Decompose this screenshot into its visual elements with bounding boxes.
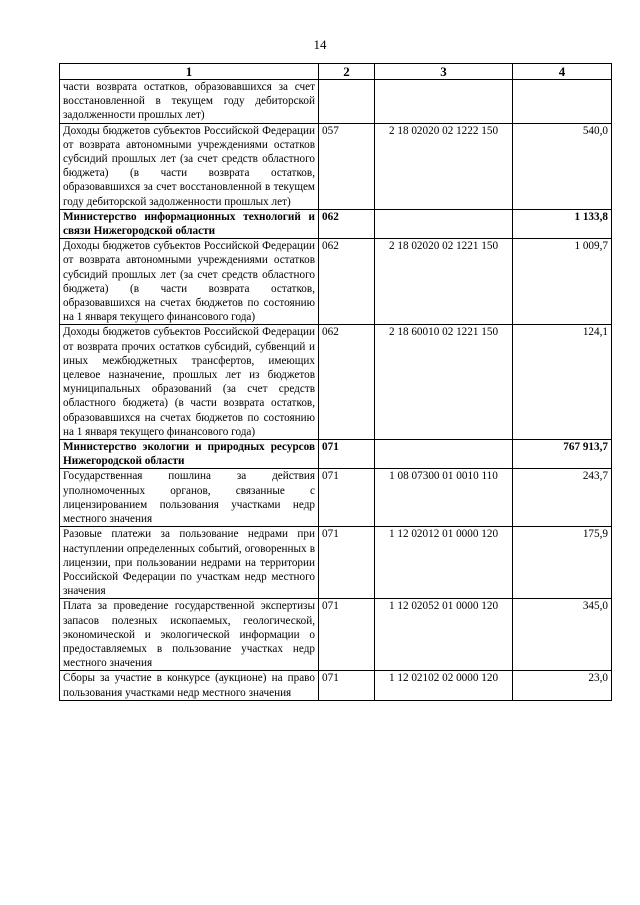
- row-amount: 175,9: [513, 527, 612, 599]
- ministry-total: 1 133,8: [513, 209, 612, 238]
- row-amount: 23,0: [513, 671, 612, 700]
- row-amount: 345,0: [513, 599, 612, 671]
- row-amount: 243,7: [513, 469, 612, 527]
- row-amount: [513, 80, 612, 124]
- row-admin-code: 071: [319, 599, 375, 671]
- row-admin-code: [319, 80, 375, 124]
- ministry-admin-code: 062: [319, 209, 375, 238]
- column-header-1: 1: [60, 64, 319, 80]
- ministry-name: Министерство экологии и природных ресурсов Нижегородской области: [60, 440, 319, 469]
- row-amount: 124,1: [513, 325, 612, 440]
- row-name: Доходы бюджетов субъектов Российской Федерации от возврата автономными учреждениями остатков субсидий прошлых лет (за счет средств областного бюджета) (в части возврата остатков, образовавшихся на счетах бюджетов по состоянию на 1 января текущего финансового года): [60, 239, 319, 325]
- table-row: [60, 325, 612, 440]
- table-row: [60, 80, 612, 124]
- row-name: Разовые платежи за пользование недрами при наступлении определенных событий, оговоренных в лицензии, при пользовании недрами на территории Российской Федерации по участкам недр местного значения: [60, 527, 319, 599]
- ministry-row: [60, 440, 612, 469]
- table-row: [60, 671, 612, 700]
- ministry-admin-code: 071: [319, 440, 375, 469]
- row-name: части возврата остатков, образовавшихся за счет восстановленной в текущем году дебиторской задолженности прошлых лет): [60, 80, 319, 124]
- column-header-3: 3: [375, 64, 513, 80]
- table-row: [60, 469, 612, 527]
- row-kbk-code: 1 08 07300 01 0010 110: [375, 469, 513, 527]
- table-row: [60, 527, 612, 599]
- page-number: 14: [313, 37, 327, 52]
- table-row: [60, 599, 612, 671]
- row-kbk-code: 2 18 02020 02 1222 150: [375, 123, 513, 209]
- row-name: Доходы бюджетов субъектов Российской Федерации от возврата автономными учреждениями остатков субсидий прошлых лет (за счет средств областного бюджета) (в части возврата остатков, образовавшихся за счет восстановленной в текущем году дебиторской задолженности прошлых лет): [60, 123, 319, 209]
- row-admin-code: 062: [319, 325, 375, 440]
- row-admin-code: 062: [319, 239, 375, 325]
- column-header-4: 4: [513, 64, 612, 80]
- row-kbk-code: 1 12 02012 01 0000 120: [375, 527, 513, 599]
- row-name: Государственная пошлина за действия уполномоченных органов, связанные с лицензированием пользования участками недр местного значения: [60, 469, 319, 527]
- ministry-kbk-code: [375, 440, 513, 469]
- table-row: [60, 123, 612, 209]
- row-name: Доходы бюджетов субъектов Российской Федерации от возврата прочих остатков субсидий, субвенций и иных межбюджетных трансфертов, имеющих целевое назначение, прошлых лет из бюджетов муниципальных образований (за счет средств областного бюджета) (в части возврата остатков, образовавшихся на счетах бюджетов по состоянию на 1 января текущего финансового года): [60, 325, 319, 440]
- table-row: [60, 239, 612, 325]
- budget-revenue-table: [59, 63, 612, 701]
- row-admin-code: 071: [319, 527, 375, 599]
- row-name: Сборы за участие в конкурсе (аукционе) на право пользования участками недр местного значения: [60, 671, 319, 700]
- row-kbk-code: 1 12 02102 02 0000 120: [375, 671, 513, 700]
- ministry-kbk-code: [375, 209, 513, 238]
- ministry-row: [60, 209, 612, 238]
- row-kbk-code: 2 18 02020 02 1221 150: [375, 239, 513, 325]
- row-admin-code: 071: [319, 469, 375, 527]
- row-kbk-code: 1 12 02052 01 0000 120: [375, 599, 513, 671]
- row-admin-code: 071: [319, 671, 375, 700]
- row-amount: 540,0: [513, 123, 612, 209]
- table-header-row: [60, 64, 612, 80]
- ministry-name: Министерство информационных технологий и связи Нижегородской области: [60, 209, 319, 238]
- ministry-total: 767 913,7: [513, 440, 612, 469]
- row-admin-code: 057: [319, 123, 375, 209]
- row-amount: 1 009,7: [513, 239, 612, 325]
- column-header-2: 2: [319, 64, 375, 80]
- row-kbk-code: [375, 80, 513, 124]
- row-name: Плата за проведение государственной экспертизы запасов полезных ископаемых, геологической, экономической и экологической информации о предоставляемых в пользование участках недр местного значения: [60, 599, 319, 671]
- row-kbk-code: 2 18 60010 02 1221 150: [375, 325, 513, 440]
